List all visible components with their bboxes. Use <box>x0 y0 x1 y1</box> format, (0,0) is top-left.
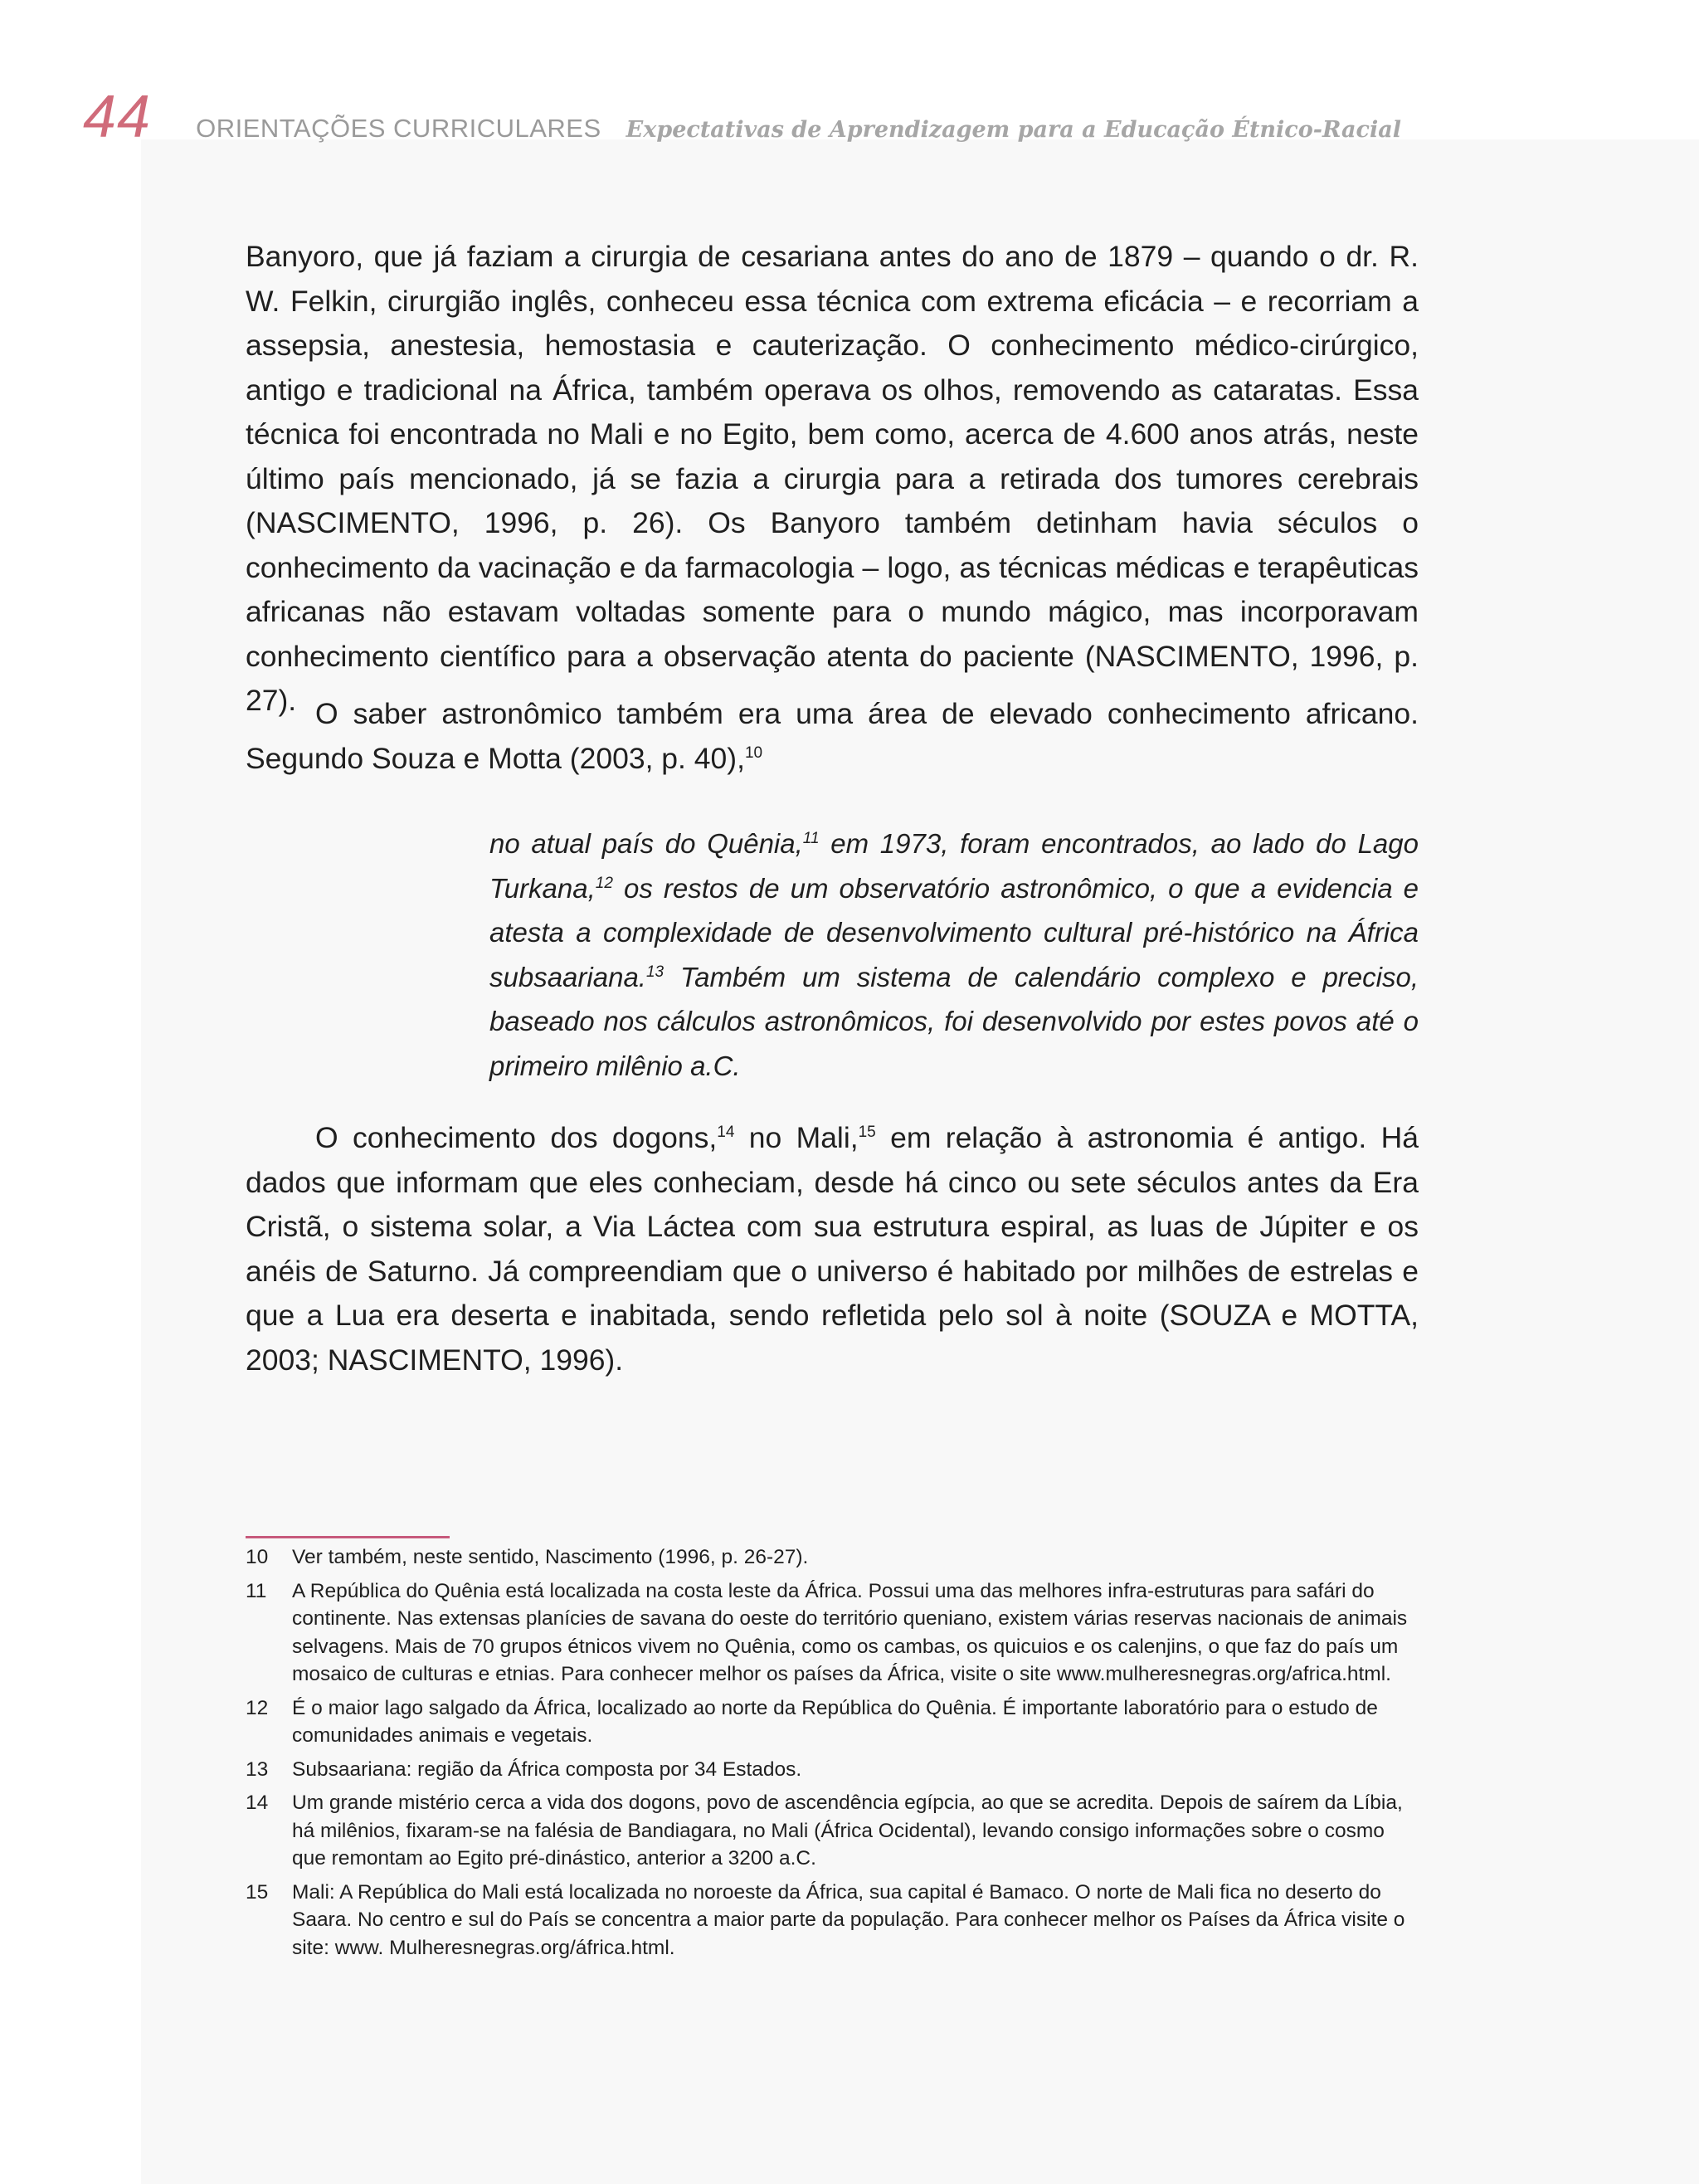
footnote-number: 15 <box>246 1880 269 1904</box>
footnote-item <box>246 1577 1415 1689</box>
page-number: 44 <box>83 84 152 150</box>
paragraph-text: em relação à astronomia é antigo. Há dados que informam que eles conheciam, desde há cinco ou sete séculos antes da Era Cristã, o sistema solar, a Via Láctea com sua estrutura espiral, as luas de Júpiter e os anéis de Saturno. Já compreendiam que o universo é habitado por milhões de estrelas e que a Lua era deserta e inabitada, sendo refletida pelo sol à noite (SOUZA e MOTTA, 2003; NASCIMENTO, 1996). <box>246 1121 1419 1377</box>
quote-text: no atual país do Quênia, <box>489 828 803 859</box>
footnote-ref: 13 <box>645 963 665 981</box>
quote-text: os restos de um observatório astronômico, o que a evidencia e atesta a complexidade de desenvolvimento cultural pré-histórico na África subsaariana. <box>489 872 1419 992</box>
footnote-item <box>246 1694 1415 1750</box>
footnote-ref: 11 <box>802 830 820 847</box>
footnote-ref: 14 <box>717 1124 735 1142</box>
footnote-ref: 10 <box>744 743 763 762</box>
quote-text: em 1973, foram encontrados, ao lado do Lago Turkana, <box>489 828 1419 904</box>
paragraph-text: O saber astronômico também era uma área de elevado conhecimento africano. Segundo Souza e Motta (2003, p. 40), <box>246 697 1419 775</box>
footnote-item <box>246 1756 1415 1784</box>
footnote-item <box>246 1789 1415 1873</box>
footnote-number: 10 <box>246 1546 269 1568</box>
series-subtitle: Expectativas de Aprendizagem para a Educação Étnico-Racial <box>626 117 1401 143</box>
quote-text: Também um sistema de calendário complexo e preciso, baseado nos cálculos astronômicos, foi desenvolvido por estes povos até o primeiro milênio a.C. <box>489 961 1419 1081</box>
footnote-text: Subsaariana: região da África composta por 34 Estados. <box>292 1757 802 1781</box>
paragraph-text: O conhecimento dos dogons, <box>315 1121 718 1154</box>
paragraph-text: no Mali, <box>734 1121 859 1154</box>
footnote-number: 12 <box>246 1696 269 1719</box>
block-quote <box>489 821 1419 1088</box>
footnote-ref: 12 <box>595 874 613 892</box>
footnote-number: 11 <box>246 1579 267 1602</box>
footnote-text: A República do Quênia está localizada na costa leste da África. Possui uma das melhores infra-estruturas para safári do continente. Nas extensas planícies de savana do oeste do território queniano, existem várias reservas nacionais de animais selvagens. Mais de 70 grupos étnicos vivem no Quênia, como os cambas, os quicuios e os calenjins, o que faz do país um mosaico de culturas e etnias. Para conhecer melhor os países da África, visite o site www.mulheresnegras.org/africa.html. <box>292 1579 1408 1685</box>
footnote-divider <box>246 1536 450 1538</box>
body-paragraph <box>246 1116 1419 1382</box>
footnote-text: Mali: A República do Mali está localizada no noroeste da África, sua capital é Bamaco. O norte de Mali fica no deserto do Saara. No centro e sul do País se concentra a maior parte da população. Para conhecer melhor os Países da África visite o site: www. Mulheresnegras.org/áfrica.html. <box>292 1880 1405 1959</box>
body-paragraph: Banyoro, que já faziam a cirurgia de cesariana antes do ano de 1879 – quando o dr. R. W. Felkin, cirurgião inglês, conheceu essa técnica com extrema eficácia – e recorriam a assepsia, anestesia, hemostasia e cauterização. O conhecimento médico-cirúrgico, antigo e tradicional na África, também operava os olhos, removendo as cataratas. Essa técnica foi encontrada no Mali e no Egito, bem como, acerca de 4.600 anos atrás, neste último país mencionado, já se fazia a cirurgia para a retirada dos tumores cerebrais (NASCIMENTO, 1996, p. 26). Os Banyoro também detinham havia séculos o conhecimento da vacinação e da farmacologia – logo, as técnicas médicas e terapêuticas africanas não estavam voltadas somente para o mundo mágico, mas incorporavam conhecimento científico para a observação atenta do paciente (NASCIMENTO, 1996, p. 27). <box>246 240 1419 717</box>
series-title: ORIENTAÇÕES CURRICULARES <box>196 114 601 143</box>
footnote-text: Ver também, neste sentido, Nascimento (1996, p. 26-27). <box>292 1546 809 1568</box>
body-paragraph <box>246 692 1419 781</box>
footnotes-list <box>246 1543 1415 1967</box>
footnote-ref: 15 <box>858 1124 876 1142</box>
footnote-text: É o maior lago salgado da África, localizado ao norte da República do Quênia. É importante laboratório para o estudo de comunidades animais e vegetais. <box>292 1696 1378 1747</box>
footnote-item <box>246 1543 1415 1572</box>
footnote-number: 14 <box>246 1792 269 1814</box>
running-header <box>83 83 1401 151</box>
footnote-item <box>246 1879 1415 1962</box>
footnote-text: Um grande mistério cerca a vida dos dogons, povo de ascendência egípcia, ao que se acredita. Depois de saírem da Líbia, há milênios, fixaram-se na falésia de Bandiagara, no Mali (África Ocidental), levando consigo informações sobre o cosmo que remontam ao Egito pré-dinástico, anterior a 3200 a.C. <box>292 1792 1403 1870</box>
footnote-number: 13 <box>246 1757 269 1781</box>
